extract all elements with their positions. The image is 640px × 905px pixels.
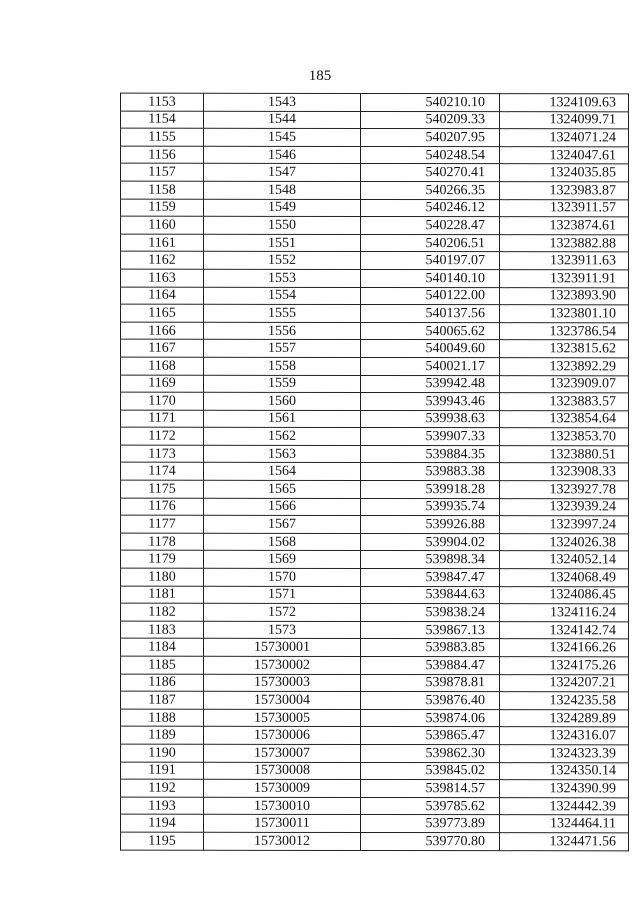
table-row (121, 480, 629, 498)
point-id-cell: 15730006 (204, 727, 361, 745)
table-row (121, 216, 629, 234)
point-id-cell: 1543 (204, 93, 361, 111)
x-coordinate-cell: 540270.41 (361, 164, 500, 182)
y-coordinate-cell: 1324116.24 (500, 604, 629, 622)
x-coordinate-cell: 540266.35 (361, 181, 500, 199)
table-row (121, 322, 629, 340)
table-row (121, 375, 629, 393)
x-coordinate-cell: 539898.34 (361, 551, 500, 569)
point-id-cell: 1552 (204, 252, 361, 270)
x-coordinate-cell: 539943.46 (361, 393, 500, 411)
row-number-cell: 1156 (121, 146, 204, 164)
point-id-cell: 15730008 (204, 762, 361, 780)
y-coordinate-cell: 1324109.63 (500, 94, 629, 112)
point-id-cell: 1573 (204, 621, 361, 639)
table-row (121, 814, 629, 832)
y-coordinate-cell: 1323909.07 (500, 375, 629, 393)
y-coordinate-cell: 1324068.49 (500, 569, 629, 587)
row-number-cell: 1192 (121, 779, 204, 797)
y-coordinate-cell: 1324464.11 (500, 815, 629, 833)
point-id-cell: 1544 (204, 111, 361, 129)
y-coordinate-cell: 1323997.24 (500, 516, 629, 534)
point-id-cell: 1572 (204, 603, 361, 621)
x-coordinate-cell: 540248.54 (361, 146, 500, 164)
x-coordinate-cell: 539942.48 (361, 375, 500, 393)
row-number-cell: 1172 (121, 427, 204, 445)
point-id-cell: 1569 (204, 551, 361, 569)
x-coordinate-cell: 539874.06 (361, 709, 500, 727)
y-coordinate-cell: 1324289.89 (500, 709, 629, 727)
y-coordinate-cell: 1324175.26 (500, 657, 629, 675)
row-number-cell: 1158 (121, 181, 204, 199)
x-coordinate-cell: 539883.85 (361, 639, 500, 657)
y-coordinate-cell: 1323983.87 (500, 182, 629, 200)
row-number-cell: 1167 (121, 339, 204, 357)
row-number-cell: 1163 (121, 269, 204, 287)
point-id-cell: 1547 (204, 164, 361, 182)
row-number-cell: 1165 (121, 304, 204, 322)
table-row (121, 357, 629, 375)
point-id-cell: 15730011 (204, 815, 361, 833)
table-row (121, 603, 629, 621)
table-row (121, 410, 629, 428)
x-coordinate-cell: 540207.95 (361, 129, 500, 147)
x-coordinate-cell: 539907.33 (361, 428, 500, 446)
point-id-cell: 1559 (204, 375, 361, 393)
point-id-cell: 1554 (204, 287, 361, 305)
coordinates-table-body (121, 93, 629, 850)
page-number: 185 (308, 68, 332, 84)
y-coordinate-cell: 1323883.57 (500, 393, 629, 411)
table-row (121, 621, 629, 639)
table-row (121, 744, 629, 762)
point-id-cell: 1549 (204, 199, 361, 217)
table-row (121, 164, 629, 182)
coordinates-table (120, 93, 629, 851)
point-id-cell: 1545 (204, 128, 361, 146)
x-coordinate-cell: 539845.02 (361, 762, 500, 780)
point-id-cell: 15730007 (204, 744, 361, 762)
table-row (121, 551, 629, 569)
point-id-cell: 1555 (204, 304, 361, 322)
row-number-cell: 1176 (121, 498, 204, 516)
table-row (121, 639, 629, 657)
point-id-cell: 1564 (204, 463, 361, 481)
y-coordinate-cell: 1323853.70 (500, 428, 629, 446)
row-number-cell: 1153 (121, 93, 204, 111)
point-id-cell: 15730002 (204, 656, 361, 674)
table-row (121, 427, 629, 445)
point-id-cell: 1560 (204, 392, 361, 410)
point-id-cell: 1558 (204, 357, 361, 375)
row-number-cell: 1195 (121, 832, 204, 850)
y-coordinate-cell: 1323911.91 (500, 270, 629, 288)
table-row (121, 199, 629, 217)
point-id-cell: 1557 (204, 340, 361, 358)
table-row (121, 515, 629, 533)
y-coordinate-cell: 1323786.54 (500, 322, 629, 340)
row-number-cell: 1155 (121, 128, 204, 146)
x-coordinate-cell: 539918.28 (361, 481, 500, 499)
x-coordinate-cell: 540021.17 (361, 357, 500, 375)
table-row (121, 779, 629, 797)
y-coordinate-cell: 1323854.64 (500, 410, 629, 428)
table-row (121, 234, 629, 252)
row-number-cell: 1181 (121, 586, 204, 604)
x-coordinate-cell: 540122.00 (361, 287, 500, 305)
point-id-cell: 1563 (204, 445, 361, 463)
table-row (121, 128, 629, 146)
row-number-cell: 1159 (121, 199, 204, 217)
table-row (121, 251, 629, 269)
point-id-cell: 1551 (204, 234, 361, 252)
point-id-cell: 15730009 (204, 779, 361, 797)
row-number-cell: 1182 (121, 603, 204, 621)
x-coordinate-cell: 539844.63 (361, 586, 500, 604)
x-coordinate-cell: 539770.80 (361, 832, 500, 850)
row-number-cell: 1168 (121, 357, 204, 375)
x-coordinate-cell: 539935.74 (361, 498, 500, 516)
x-coordinate-cell: 540049.60 (361, 340, 500, 358)
row-number-cell: 1189 (121, 727, 204, 745)
table-row (121, 93, 629, 111)
row-number-cell: 1194 (121, 814, 204, 832)
x-coordinate-cell: 539838.24 (361, 604, 500, 622)
y-coordinate-cell: 1324350.14 (500, 762, 629, 780)
table-row (121, 498, 629, 516)
x-coordinate-cell: 540209.33 (361, 111, 500, 129)
point-id-cell: 1562 (204, 428, 361, 446)
row-number-cell: 1169 (121, 375, 204, 393)
table-row (121, 832, 629, 850)
row-number-cell: 1177 (121, 515, 204, 533)
y-coordinate-cell: 1324323.39 (500, 745, 629, 763)
x-coordinate-cell: 540140.10 (361, 269, 500, 287)
x-coordinate-cell: 539904.02 (361, 533, 500, 551)
x-coordinate-cell: 540228.47 (361, 217, 500, 235)
x-coordinate-cell: 539883.38 (361, 463, 500, 481)
point-id-cell: 15730001 (204, 639, 361, 657)
row-number-cell: 1178 (121, 533, 204, 551)
y-coordinate-cell: 1323893.90 (500, 287, 629, 305)
x-coordinate-cell: 539814.57 (361, 780, 500, 798)
row-number-cell: 1179 (121, 551, 204, 569)
row-number-cell: 1166 (121, 322, 204, 340)
y-coordinate-cell: 1324035.85 (500, 164, 629, 182)
y-coordinate-cell: 1324207.21 (500, 674, 629, 692)
x-coordinate-cell: 540065.62 (361, 322, 500, 340)
table-row (121, 287, 629, 305)
row-number-cell: 1164 (121, 287, 204, 305)
point-id-cell: 15730005 (204, 709, 361, 727)
y-coordinate-cell: 1324235.58 (500, 692, 629, 710)
row-number-cell: 1174 (121, 463, 204, 481)
point-id-cell: 1571 (204, 586, 361, 604)
y-coordinate-cell: 1323801.10 (500, 305, 629, 323)
point-id-cell: 1548 (204, 181, 361, 199)
point-id-cell: 1566 (204, 498, 361, 516)
row-number-cell: 1162 (121, 251, 204, 269)
y-coordinate-cell: 1324047.61 (500, 146, 629, 164)
row-number-cell: 1171 (121, 410, 204, 428)
point-id-cell: 15730003 (204, 674, 361, 692)
point-id-cell: 1556 (204, 322, 361, 340)
row-number-cell: 1183 (121, 621, 204, 639)
point-id-cell: 1568 (204, 533, 361, 551)
table-row (121, 146, 629, 164)
point-id-cell: 1553 (204, 269, 361, 287)
x-coordinate-cell: 540210.10 (361, 93, 500, 111)
y-coordinate-cell: 1323927.78 (500, 481, 629, 499)
y-coordinate-cell: 1323939.24 (500, 498, 629, 516)
row-number-cell: 1191 (121, 762, 204, 780)
x-coordinate-cell: 539785.62 (361, 797, 500, 815)
x-coordinate-cell: 539865.47 (361, 727, 500, 745)
y-coordinate-cell: 1323815.62 (500, 340, 629, 358)
row-number-cell: 1157 (121, 164, 204, 182)
table-row (121, 181, 629, 199)
x-coordinate-cell: 540206.51 (361, 234, 500, 252)
row-number-cell: 1173 (121, 445, 204, 463)
point-id-cell: 1546 (204, 146, 361, 164)
table-row (121, 111, 629, 129)
point-id-cell: 1570 (204, 568, 361, 586)
y-coordinate-cell: 1323874.61 (500, 217, 629, 235)
y-coordinate-cell: 1323892.29 (500, 358, 629, 376)
x-coordinate-cell: 540137.56 (361, 305, 500, 323)
table-row (121, 691, 629, 709)
table-row (121, 568, 629, 586)
y-coordinate-cell: 1324071.24 (500, 129, 629, 147)
table-row (121, 656, 629, 674)
table-row (121, 727, 629, 745)
y-coordinate-cell: 1323880.51 (500, 446, 629, 464)
y-coordinate-cell: 1324026.38 (500, 534, 629, 552)
x-coordinate-cell: 539884.47 (361, 656, 500, 674)
x-coordinate-cell: 540246.12 (361, 199, 500, 217)
table-row (121, 269, 629, 287)
row-number-cell: 1187 (121, 691, 204, 709)
x-coordinate-cell: 539862.30 (361, 744, 500, 762)
x-coordinate-cell: 539878.81 (361, 674, 500, 692)
row-number-cell: 1188 (121, 709, 204, 727)
table-row (121, 586, 629, 604)
table-row (121, 463, 629, 481)
row-number-cell: 1160 (121, 216, 204, 234)
point-id-cell: 1550 (204, 216, 361, 234)
point-id-cell: 15730010 (204, 797, 361, 815)
y-coordinate-cell: 1324099.71 (500, 111, 629, 129)
y-coordinate-cell: 1324442.39 (500, 797, 629, 815)
table-row (121, 339, 629, 357)
y-coordinate-cell: 1323908.33 (500, 463, 629, 481)
table-row (121, 762, 629, 780)
point-id-cell: 15730004 (204, 691, 361, 709)
table-row (121, 797, 629, 815)
table-row (121, 709, 629, 727)
x-coordinate-cell: 539926.88 (361, 516, 500, 534)
row-number-cell: 1184 (121, 639, 204, 657)
row-number-cell: 1186 (121, 674, 204, 692)
point-id-cell: 1561 (204, 410, 361, 428)
x-coordinate-cell: 539773.89 (361, 815, 500, 833)
x-coordinate-cell: 539884.35 (361, 445, 500, 463)
y-coordinate-cell: 1324471.56 (500, 833, 629, 851)
y-coordinate-cell: 1324086.45 (500, 586, 629, 604)
row-number-cell: 1193 (121, 797, 204, 815)
table-row (121, 445, 629, 463)
table-row (121, 304, 629, 322)
table-row (121, 392, 629, 410)
y-coordinate-cell: 1323911.63 (500, 252, 629, 270)
y-coordinate-cell: 1324142.74 (500, 621, 629, 639)
y-coordinate-cell: 1323911.57 (500, 199, 629, 217)
y-coordinate-cell: 1324316.07 (500, 727, 629, 745)
row-number-cell: 1190 (121, 744, 204, 762)
y-coordinate-cell: 1323882.88 (500, 234, 629, 252)
point-id-cell: 1565 (204, 480, 361, 498)
y-coordinate-cell: 1324390.99 (500, 780, 629, 798)
x-coordinate-cell: 539938.63 (361, 410, 500, 428)
point-id-cell: 1567 (204, 516, 361, 534)
x-coordinate-cell: 540197.07 (361, 252, 500, 270)
row-number-cell: 1175 (121, 480, 204, 498)
row-number-cell: 1161 (121, 234, 204, 252)
row-number-cell: 1154 (121, 111, 204, 129)
y-coordinate-cell: 1324052.14 (500, 551, 629, 569)
x-coordinate-cell: 539847.47 (361, 569, 500, 587)
row-number-cell: 1185 (121, 656, 204, 674)
table-row (121, 674, 629, 692)
x-coordinate-cell: 539867.13 (361, 621, 500, 639)
row-number-cell: 1170 (121, 392, 204, 410)
x-coordinate-cell: 539876.40 (361, 692, 500, 710)
row-number-cell: 1180 (121, 568, 204, 586)
point-id-cell: 15730012 (204, 832, 361, 850)
table-row (121, 533, 629, 551)
y-coordinate-cell: 1324166.26 (500, 639, 629, 657)
